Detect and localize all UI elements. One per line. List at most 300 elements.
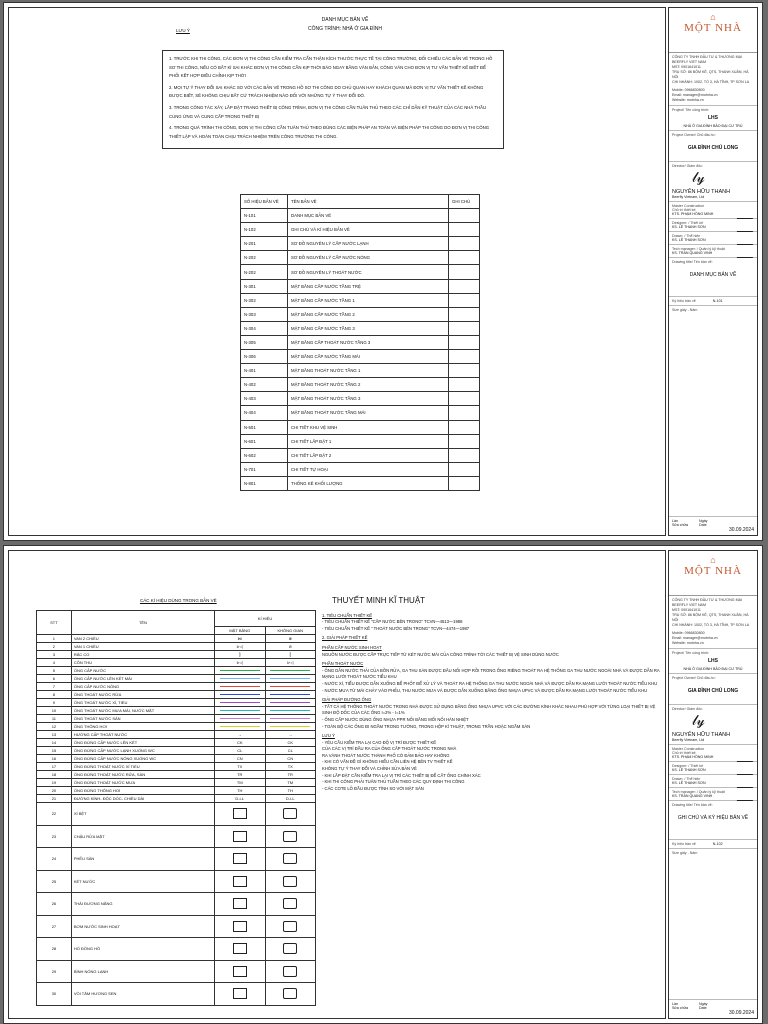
technical-notes-title: THUYẾT MINH KĨ THUẬT bbox=[332, 596, 426, 605]
row-plan-symbol bbox=[215, 731, 265, 739]
row-plan-symbol bbox=[215, 779, 265, 787]
table-row bbox=[37, 938, 316, 961]
pipe-line-icon bbox=[220, 686, 260, 687]
logo-name: MỘT NHÀ bbox=[684, 565, 742, 577]
row-plan-symbol bbox=[215, 803, 265, 826]
company-line: CHI NHÁNH: 1002, TỔ 3, HÀ TĨNH, TP SƠN LA bbox=[672, 80, 750, 84]
pipe-line-icon bbox=[220, 726, 260, 727]
table-row bbox=[37, 635, 316, 643]
fixture-plan-icon bbox=[233, 876, 247, 887]
fixture-space-icon bbox=[283, 988, 297, 999]
symbol-plan: CL bbox=[237, 748, 243, 753]
table-row bbox=[241, 420, 480, 434]
issue-date: 30.09.2024 bbox=[728, 527, 754, 533]
drawing-name: THỐNG KÊ KHỐI LƯỢNG bbox=[288, 476, 449, 490]
table-row bbox=[241, 237, 480, 251]
row-space-symbol bbox=[265, 643, 316, 651]
symbol-plan: TR bbox=[237, 772, 243, 777]
drawing-name: SƠ ĐỒ NGUYÊN LÝ CẤP NƯỚC NÓNG bbox=[288, 251, 449, 265]
revision-cell: Lần Ngày Sửa chữa Date 30.09.2024 bbox=[669, 516, 757, 535]
row-name: VÒI TẮM HƯƠNG SEN bbox=[71, 983, 214, 1006]
contact-mobile: Mobile: 0966830800 bbox=[672, 631, 705, 635]
drawing-no: N-101 bbox=[241, 209, 288, 223]
col-drawing-no: SỐ HIỆU BẢN VẼ bbox=[241, 195, 288, 209]
revision-cell: Lần Ngày Sửa chữa Date 30.09.2024 bbox=[669, 999, 757, 1018]
table-row bbox=[241, 406, 480, 420]
row-space-symbol bbox=[265, 667, 316, 675]
drawing-note bbox=[449, 223, 480, 237]
fixture-space-icon bbox=[283, 943, 297, 954]
row-space-symbol bbox=[265, 651, 316, 659]
symbol-space: CL bbox=[287, 748, 293, 753]
drawing-no: N-402 bbox=[241, 378, 288, 392]
col-plan: MẶT BẰNG bbox=[215, 627, 265, 635]
row-space-symbol bbox=[265, 699, 316, 707]
director-signature: 𝓁𝓎 bbox=[692, 171, 705, 186]
notes-line: - YÊU CẦU KIỂM TRA LẠI CAO ĐỘ VỊ TRÍ ĐƯỢC THIẾT KẾ bbox=[322, 739, 437, 745]
row-stt: 29 bbox=[37, 960, 72, 983]
symbol-space: ⊗ bbox=[288, 636, 292, 641]
row-space-symbol bbox=[265, 825, 316, 848]
drawing-note bbox=[449, 293, 480, 307]
row-space-symbol bbox=[265, 779, 316, 787]
row-name: XÍ BỆT bbox=[71, 803, 214, 826]
row-plan-symbol bbox=[215, 675, 265, 683]
row-plan-symbol bbox=[215, 795, 265, 803]
drawing-name: CHI TIẾT LẮP ĐẶT 1 bbox=[288, 434, 449, 448]
row-plan-symbol bbox=[215, 848, 265, 871]
row-stt: 1 bbox=[37, 635, 72, 643]
row-plan-symbol bbox=[215, 983, 265, 1006]
table-row bbox=[37, 755, 316, 763]
pipe-line-icon bbox=[220, 702, 260, 703]
fixture-plan-icon bbox=[233, 966, 247, 977]
col-symbol: KÍ HIỆU bbox=[215, 611, 316, 627]
table-row bbox=[241, 307, 480, 321]
drawing-note bbox=[449, 265, 480, 279]
row-stt: 4 bbox=[37, 659, 72, 667]
row-stt: 6 bbox=[37, 675, 72, 683]
drawing-title-cell: Drawing title/ Tên bản vẽ: GHI CHÚ VÀ KÝ HIỆU BẢN VẼ bbox=[669, 800, 757, 839]
notes-heading: LƯU Ý bbox=[322, 733, 335, 739]
drawing-no: N-202 bbox=[241, 251, 288, 265]
drawing-note bbox=[449, 350, 480, 364]
table-row bbox=[37, 651, 316, 659]
row-space-symbol bbox=[265, 683, 316, 691]
table-row bbox=[37, 723, 316, 731]
row-name: PHỄU SÀN bbox=[71, 848, 214, 871]
row-name: THÁI ĐƯƠNG NĂNG bbox=[71, 893, 214, 916]
sheet-1-title: DANH MỤC BẢN VẼ bbox=[321, 17, 369, 23]
row-name: BƠM NƯỚC SINH HOẠT bbox=[71, 915, 214, 938]
row-stt: 16 bbox=[37, 755, 72, 763]
drawing-note bbox=[449, 209, 480, 223]
company-info bbox=[669, 596, 757, 648]
row-stt: 15 bbox=[37, 747, 72, 755]
table-row bbox=[37, 667, 316, 675]
col-stt: STT bbox=[37, 611, 72, 635]
company-info bbox=[669, 53, 757, 105]
symbol-plan: → bbox=[237, 732, 242, 737]
drawing-name: MẶT BẰNG THOÁT NƯỚC TẦNG 1 bbox=[288, 364, 449, 378]
drawing-note bbox=[449, 321, 480, 335]
row-space-symbol bbox=[265, 691, 316, 699]
issue-date: 30.09.2024 bbox=[728, 1010, 754, 1016]
notes-line: - KHI LẮP ĐẶT CẦN KIỂM TRA LẠI VỊ TRÍ CÁC THIẾT BỊ ĐỂ CẮT ỐNG CHÍNH XÁC bbox=[322, 772, 481, 778]
note-4: 4. TRONG QUÁ TRÌNH THI CÔNG, ĐƠN VỊ THI CÔNG CẦN TUÂN THỦ THEO ĐÚNG CÁC BIỆN PHÁP AN TOÀN VÀ BIỆN PHÁP THI CÔNG DO ĐƠN VỊ THI CÔNG THIẾT LẬP VÀ HOÀN TOÀN CHỊU TRÁCH NHIỆM TRÊN CÔNG TRƯỜNG THI CÔNG. bbox=[169, 125, 490, 139]
drawing-name: MẶT BẰNG CẤP NƯỚC TẦNG 2 bbox=[288, 307, 449, 321]
row-plan-symbol bbox=[215, 825, 265, 848]
drawing-number-cell: Ký hiệu bản vẽ N-102 bbox=[669, 839, 757, 848]
drawing-no: N-301 bbox=[241, 279, 288, 293]
drawing-note bbox=[449, 434, 480, 448]
title-block-2 bbox=[668, 550, 758, 1019]
drawing-name: MẶT BẰNG CẤP NƯỚC TẦNG MÁI bbox=[288, 350, 449, 364]
row-name: ĐƯỜNG KÍNH- ĐỘC DỐC- CHIỀU DÀI bbox=[71, 795, 214, 803]
row-plan-symbol bbox=[215, 771, 265, 779]
row-stt: 3 bbox=[37, 651, 72, 659]
row-name: VAN 1 CHIỀU bbox=[71, 643, 214, 651]
table-row bbox=[241, 209, 480, 223]
row-stt: 5 bbox=[37, 667, 72, 675]
row-stt: 27 bbox=[37, 915, 72, 938]
notes-line: KHÔNG TỰ Ý THAY ĐỔI VÀ CHỈNH SỬA BẢN VẼ bbox=[322, 766, 417, 772]
row-stt: 30 bbox=[37, 983, 72, 1006]
table-row bbox=[37, 763, 316, 771]
fixture-plan-icon bbox=[233, 921, 247, 932]
company-logo bbox=[669, 555, 757, 596]
row-name: ỐNG THOÁT NƯỚC XÍ, TIỂU bbox=[71, 699, 214, 707]
row-stt: 28 bbox=[37, 938, 72, 961]
company-line: CÔNG TY TNHH ĐẦU TƯ & THƯƠNG MẠI bbox=[672, 598, 742, 602]
contact-email: Email: manager@motnha.vn bbox=[672, 636, 718, 640]
row-space-symbol bbox=[265, 938, 316, 961]
row-plan-symbol bbox=[215, 659, 265, 667]
row-plan-symbol bbox=[215, 915, 265, 938]
symbol-space: TH bbox=[287, 788, 293, 793]
symbol-space: ⊳◁ bbox=[287, 660, 294, 665]
row-space-symbol bbox=[265, 848, 316, 871]
row-name: RẮC CO bbox=[71, 651, 214, 659]
row-stt: 2 bbox=[37, 643, 72, 651]
row-stt: 13 bbox=[37, 731, 72, 739]
fixture-plan-icon bbox=[233, 898, 247, 909]
drawing-no: N-404 bbox=[241, 406, 288, 420]
symbol-plan: D-i-L bbox=[235, 796, 245, 801]
drawing-note bbox=[449, 364, 480, 378]
symbol-plan: TM bbox=[236, 780, 243, 785]
drawing-no: N-501 bbox=[241, 420, 288, 434]
row-name: VAN 2 CHIỀU bbox=[71, 635, 214, 643]
drawing-note bbox=[449, 378, 480, 392]
col-note: GHI CHÚ bbox=[449, 195, 480, 209]
notes-line: - KHI CÓ VẤN ĐỀ GÌ KHÔNG HIỂU CẦN LIÊN HỆ BÊN TV THIẾT KẾ bbox=[322, 759, 453, 765]
row-name: ỐNG CẤP NƯỚC NÓNG bbox=[71, 683, 214, 691]
row-stt: 22 bbox=[37, 803, 72, 826]
table-row bbox=[241, 462, 480, 476]
size-cell: Size giấy - Nâm bbox=[669, 305, 757, 314]
row-space-symbol bbox=[265, 870, 316, 893]
signature-icon bbox=[737, 238, 756, 245]
row-space-symbol bbox=[265, 795, 316, 803]
row-name: ỐNG ĐỨNG CẤP NƯỚC LÊN KÉT bbox=[71, 739, 214, 747]
drawing-note bbox=[449, 406, 480, 420]
drawing-no: N-701 bbox=[241, 462, 288, 476]
notes-line: NGUỒN NƯỚC ĐƯỢC CẤP TRỰC TIẾP TỪ KÉT NƯỚC MÁI CỦA CÔNG TRÌNH TỚI CÁC THIẾT BỊ VỆ SINH DÙNG NƯỚC bbox=[322, 651, 559, 657]
symbol-space: TX bbox=[287, 764, 293, 769]
drawing-name: CHI TIẾT LẮP ĐẶT 2 bbox=[288, 448, 449, 462]
row-space-symbol bbox=[265, 659, 316, 667]
notes-line: - ỐNG DẪN NƯỚC THẢI CỦA BỒN RỬA, GA THU SÀN ĐƯỢC ĐẤU NỐI HỢP RỒI TRONG ỐNG RIÊNG THOÁT RA HỆ THỐNG GA THU NƯỚC NGOÀI NHÀ VÀ ĐƯỢC DẪN RA MẠNG LƯỚI THOÁT NƯỚC TIỂU KHU bbox=[322, 667, 660, 680]
drawn-cell: Drawn: / Thể hiện KS. LÊ THANH SƠN bbox=[669, 231, 757, 244]
table-row bbox=[37, 683, 316, 691]
row-space-symbol bbox=[265, 723, 316, 731]
fixture-plan-icon bbox=[233, 808, 247, 819]
signature-icon bbox=[737, 212, 756, 219]
notes-line: - KHI THI CÔNG PHẢI TUÂN THỦ TUẦN THEO CÁC QUY ĐỊNH THI CÔNG bbox=[322, 779, 465, 785]
table-row bbox=[37, 731, 316, 739]
director-cell: Director/ Giám đốc: 𝓁𝓎 NGUYỄN HỮU THANH Beerfly Vietnam, Ltd bbox=[669, 161, 757, 201]
row-stt: 21 bbox=[37, 795, 72, 803]
notes-line: - TOÀN BỘ CÁC ỐNG ĐI NGẦM TRONG TƯỜNG, TRONG HỘP KĨ THUẬT, TRONG TRẦN HOẶC NGẦM SÀN bbox=[322, 723, 531, 729]
row-plan-symbol bbox=[215, 667, 265, 675]
row-space-symbol bbox=[265, 715, 316, 723]
drawing-name: CHI TIẾT KHU VỆ SINH bbox=[288, 420, 449, 434]
table-row bbox=[37, 915, 316, 938]
pipe-line-icon bbox=[270, 670, 310, 671]
drawing-no: N-602 bbox=[241, 448, 288, 462]
project-cell: Project/ Tên công trình: LHS NHÀ Ở GIA ĐÌNH BẢO ĐẠI CƯ TRÚ bbox=[669, 648, 757, 673]
drawing-no: N-102 bbox=[241, 223, 288, 237]
drawing-no: N-201 bbox=[241, 237, 288, 251]
notes-line: - TIÊU CHUẨN THIẾT KẾ " THOÁT NƯỚC BÊN TRONG" TCVN—4474—1987 bbox=[322, 625, 470, 631]
row-space-symbol bbox=[265, 771, 316, 779]
row-name: CHẬU RỬA MẶT bbox=[71, 825, 214, 848]
drawn-cell: Drawn: / Thể hiện KS. LÊ THANH SƠN bbox=[669, 774, 757, 787]
row-name: ỐNG THÔNG HƠI bbox=[71, 723, 214, 731]
symbol-plan: CN bbox=[236, 756, 243, 761]
row-name: ỐNG THOÁT NƯỚC SÀN bbox=[71, 715, 214, 723]
fixture-plan-icon bbox=[233, 988, 247, 999]
fixture-plan-icon bbox=[233, 831, 247, 842]
drawing-note bbox=[449, 251, 480, 265]
drawing-note bbox=[449, 279, 480, 293]
row-stt: 20 bbox=[37, 787, 72, 795]
company-line: MST: 0901641011 bbox=[672, 608, 701, 612]
table-row bbox=[241, 392, 480, 406]
director-cell: Director/ Giám đốc: 𝓁𝓎 NGUYỄN HỮU THANH Beerfly Vietnam, Ltd bbox=[669, 704, 757, 744]
row-stt: 11 bbox=[37, 715, 72, 723]
row-stt: 23 bbox=[37, 825, 72, 848]
row-plan-symbol bbox=[215, 651, 265, 659]
table-row bbox=[37, 739, 316, 747]
row-space-symbol bbox=[265, 731, 316, 739]
drawing-note bbox=[449, 335, 480, 349]
note-3: 3. TRONG CÔNG TÁC XÂY, LẮP ĐẶT TRANG THIẾT BỊ CÔNG TRÌNH, ĐƠN VỊ THI CÔNG CẦN TUÂN THỦ THEO CÁC CHỈ DẪN KỸ THUẬT CỦA CÁC NHÀ THẦU CUNG ỨNG VÀ CUNG CẤP TRONG THIẾT BỊ bbox=[169, 104, 487, 119]
drawing-note bbox=[449, 237, 480, 251]
table-row bbox=[37, 795, 316, 803]
table-row bbox=[37, 699, 316, 707]
notes-heading: PHẦN CẤP NƯỚC SINH HOẠT bbox=[322, 644, 382, 650]
row-plan-symbol bbox=[215, 635, 265, 643]
contact-website: Website: motnha.vn bbox=[672, 641, 704, 645]
pipe-line-icon bbox=[220, 678, 260, 679]
table-row bbox=[241, 476, 480, 490]
table-row bbox=[241, 279, 480, 293]
row-space-symbol bbox=[265, 893, 316, 916]
designer-cell: Designer: / Thiết kế KS. LÊ THANH SƠN bbox=[669, 761, 757, 774]
table-row bbox=[37, 825, 316, 848]
contact-email: Email: manager@motnha.vn bbox=[672, 93, 718, 97]
row-plan-symbol bbox=[215, 715, 265, 723]
signature-icon bbox=[737, 781, 756, 788]
row-stt: 7 bbox=[37, 683, 72, 691]
row-stt: 10 bbox=[37, 707, 72, 715]
fixture-space-icon bbox=[283, 898, 297, 909]
fixture-space-icon bbox=[283, 853, 297, 864]
row-name: ỐNG ĐỨNG CẤP NƯỚC LẠNH XUỐNG WC bbox=[71, 747, 214, 755]
symbol-space: ⊘ bbox=[288, 644, 292, 649]
fixture-space-icon bbox=[283, 966, 297, 977]
row-space-symbol bbox=[265, 763, 316, 771]
company-line: CÔNG TY TNHH ĐẦU TƯ & THƯƠNG MẠI bbox=[672, 55, 742, 59]
row-name: BÌNH NÓNG LẠNH bbox=[71, 960, 214, 983]
director-signature: 𝓁𝓎 bbox=[692, 714, 705, 729]
row-space-symbol bbox=[265, 755, 316, 763]
row-name: ỐNG THOÁT NƯỚC RỬA bbox=[71, 691, 214, 699]
drawing-name: CHI TIẾT TỰ HOẠI bbox=[288, 462, 449, 476]
table-row bbox=[37, 983, 316, 1006]
pipe-line-icon bbox=[220, 694, 260, 695]
table-row bbox=[37, 643, 316, 651]
fixture-space-icon bbox=[283, 876, 297, 887]
symbol-plan: ⫿ bbox=[239, 652, 241, 657]
drawing-list-table bbox=[240, 194, 480, 491]
pipe-line-icon bbox=[270, 686, 310, 687]
signature-icon bbox=[737, 768, 756, 775]
company-line: MST: 0901641011 bbox=[672, 65, 701, 69]
drawing-name: GHI CHÚ VÀ KÍ HIỆU BẢN VẼ bbox=[288, 223, 449, 237]
row-plan-symbol bbox=[215, 747, 265, 755]
table-row bbox=[241, 265, 480, 279]
col-name: TÊN bbox=[71, 611, 214, 635]
row-space-symbol bbox=[265, 675, 316, 683]
col-drawing-name: TÊN BẢN VẼ bbox=[288, 195, 449, 209]
pipe-line-icon bbox=[270, 710, 310, 711]
row-space-symbol bbox=[265, 707, 316, 715]
drawing-name: MẶT BẰNG THOÁT NƯỚC TẦNG 2 bbox=[288, 378, 449, 392]
row-stt: 14 bbox=[37, 739, 72, 747]
table-row bbox=[37, 771, 316, 779]
table-row bbox=[37, 715, 316, 723]
row-plan-symbol bbox=[215, 699, 265, 707]
owner-cell: Project Owner/ Chủ đầu tư: GIA ĐÌNH CHÚ LONG bbox=[669, 673, 757, 704]
row-name: ỐNG ĐỨNG THOÁT NƯỚC MƯA bbox=[71, 779, 214, 787]
row-stt: 18 bbox=[37, 771, 72, 779]
company-line: TRỤ SỞ: 86 BỘM KÊ, QTS, THANH XUÂN, HÀ NỘI bbox=[672, 613, 749, 622]
designer-cell: Designer: / Thiết kế KS. LÊ THANH SƠN bbox=[669, 218, 757, 231]
table-row bbox=[37, 675, 316, 683]
symbol-plan: TX bbox=[237, 764, 243, 769]
table-row bbox=[241, 448, 480, 462]
pipe-line-icon bbox=[220, 718, 260, 719]
row-stt: 26 bbox=[37, 893, 72, 916]
pipe-line-icon bbox=[220, 710, 260, 711]
company-logo bbox=[669, 12, 757, 53]
symbol-plan: ⊳◁ bbox=[236, 660, 243, 665]
row-plan-symbol bbox=[215, 763, 265, 771]
drawing-no: N-403 bbox=[241, 392, 288, 406]
row-name: ỐNG CẤP NƯỚC bbox=[71, 667, 214, 675]
table-row bbox=[241, 321, 480, 335]
drawing-no: N-601 bbox=[241, 434, 288, 448]
row-stt: 9 bbox=[37, 699, 72, 707]
symbol-space: TM bbox=[287, 780, 294, 785]
note-1: 1. TRƯỚC KHI THI CÔNG, CÁC ĐƠN VỊ THI CÔNG CẦN KIỂM TRA CẨN THẬN KÍCH THƯỚC THỰC TẾ TẠI CÔNG TRƯỜNG, ĐỐI CHIẾU CÁC BẢN VẼ TRONG HỒ SƠ THI CÔNG, NẾU CÓ BẤT KÌ SAI KHÁC ĐƠN VỊ THI CÔNG CẦN KỊP THỜI BÁO NGAY BẰNG VĂN BẢN, CÔNG VĂN CHO ĐƠN VỊ TƯ VẤN THIẾT KẾ BIẾT ĐỂ PHỐI KẾT HỢP ĐIỀU CHỈNH KỊP THỜI bbox=[169, 56, 493, 79]
symbol-space: CN bbox=[287, 756, 294, 761]
notes-heading: 1. TIÊU CHUẨN THIẾT KẾ bbox=[322, 612, 373, 618]
notes-heading: PHẦN THOÁT NƯỚC bbox=[322, 661, 364, 667]
contact-website: Website: motnha.vn bbox=[672, 98, 704, 102]
row-stt: 19 bbox=[37, 779, 72, 787]
sheet-1-subtitle: CÔNG TRÌNH: NHÀ Ở GIA ĐÌNH bbox=[308, 26, 382, 32]
row-name: ỐNG ĐỨNG THOÁT NƯỚC XÍ TIỂU bbox=[71, 763, 214, 771]
drawing-no: N-304 bbox=[241, 321, 288, 335]
table-row bbox=[37, 707, 316, 715]
row-plan-symbol bbox=[215, 938, 265, 961]
notes-line: - TẤT CẢ HỆ THỐNG THOÁT NƯỚC TRONG NHÀ ĐƯỢC SỬ DỤNG BẰNG ỐNG NHỰA UPVC VỚI CÁC ĐƯỜNG KÍNH KHÁC NHAU PHÙ HỢP VỚI TỪNG LOẠI THIẾT BỊ VỆ SINH ĐỘ DỐC CỦA CÁC ỐNG I=2% - I=1% bbox=[322, 703, 656, 716]
house-icon: ⌂ bbox=[710, 555, 716, 565]
table-row bbox=[37, 691, 316, 699]
drawing-title-cell: Drawing title/ Tên bản vẽ: DANH MỤC BẢN VẼ bbox=[669, 257, 757, 296]
drawing-name: MẶT BẰNG CẤP THOÁT NƯỚC TẦNG 3 bbox=[288, 335, 449, 349]
owner-cell: Project Owner/ Chủ đầu tư: GIA ĐÌNH CHÚ LONG bbox=[669, 130, 757, 161]
notes-heading: 2. GIẢI PHÁP THIẾT KẾ bbox=[322, 635, 368, 641]
row-name: ỐNG ĐỨNG CẤP NƯỚC NÓNG XUỐNG WC bbox=[71, 755, 214, 763]
row-name: HỐ ĐỒNG HỒ bbox=[71, 938, 214, 961]
symbol-space: CK bbox=[287, 740, 294, 745]
row-name: CÔN THU bbox=[71, 659, 214, 667]
fixture-plan-icon bbox=[233, 853, 247, 864]
row-space-symbol bbox=[265, 983, 316, 1006]
drawing-no: N-401 bbox=[241, 364, 288, 378]
pipe-line-icon bbox=[270, 718, 310, 719]
company-line: CHI NHÁNH: 1002, TỔ 3, HÀ TĨNH, TP SƠN LA bbox=[672, 623, 750, 627]
drawing-name: SƠ ĐỒ NGUYÊN LÝ CẤP NƯỚC LẠNH bbox=[288, 237, 449, 251]
table-row bbox=[241, 434, 480, 448]
pipe-line-icon bbox=[220, 670, 260, 671]
row-stt: 24 bbox=[37, 848, 72, 871]
row-space-symbol bbox=[265, 787, 316, 795]
company-line: BEERFLY VIET NAM bbox=[672, 603, 706, 607]
pipe-line-icon bbox=[270, 678, 310, 679]
row-plan-symbol bbox=[215, 643, 265, 651]
table-row bbox=[241, 223, 480, 237]
row-plan-symbol bbox=[215, 755, 265, 763]
row-plan-symbol bbox=[215, 723, 265, 731]
table-row bbox=[37, 960, 316, 983]
drawing-name: MẶT BẰNG THOÁT NƯỚC TẦNG MÁI bbox=[288, 406, 449, 420]
row-name: ỐNG ĐỨNG THÔNG HƠI bbox=[71, 787, 214, 795]
table-row bbox=[37, 848, 316, 871]
drawing-note bbox=[449, 448, 480, 462]
row-plan-symbol bbox=[215, 707, 265, 715]
row-space-symbol bbox=[265, 747, 316, 755]
row-plan-symbol bbox=[215, 683, 265, 691]
drawing-no: N-306 bbox=[241, 350, 288, 364]
signature-icon bbox=[737, 251, 756, 258]
drawing-note bbox=[449, 476, 480, 490]
